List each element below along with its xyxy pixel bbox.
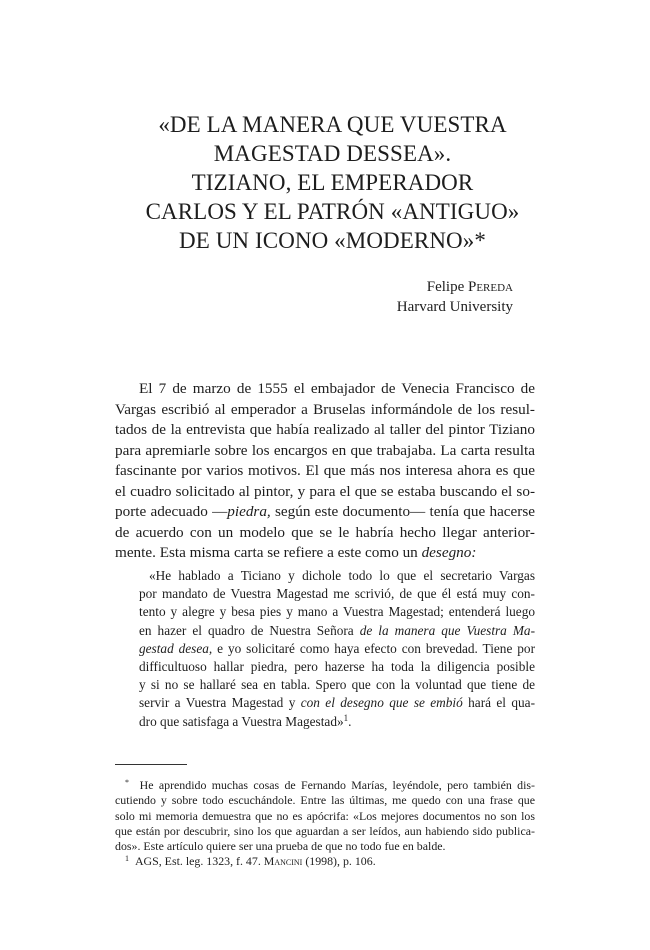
body-italic-span: piedra, bbox=[227, 503, 271, 520]
quote-line bbox=[139, 694, 535, 712]
quote-text-span: . bbox=[348, 713, 352, 729]
body-line bbox=[115, 543, 535, 564]
title-line: TIZIANO, EL EMPERADOR bbox=[191, 170, 474, 195]
quote-italic-span: gestad desea, bbox=[139, 640, 213, 656]
footnote-text: AGS, Est. leg. 1323, f. 47. bbox=[134, 854, 264, 869]
body-line: de acuerdo con un modelo que se le habría hecho llegar anterior- bbox=[115, 523, 535, 541]
footnote-divider bbox=[115, 764, 187, 765]
author-block bbox=[397, 277, 513, 317]
body-line: El 7 de marzo de 1555 el embajador de Venecia Francisco de bbox=[139, 380, 535, 397]
body-line bbox=[115, 502, 535, 523]
quote-text-span: en hazer el quadro de Nuestra Señora bbox=[139, 622, 360, 638]
quote-line: tento y alegre y besa pies y mano a Vuestra Magestad; entenderá luego bbox=[139, 604, 535, 620]
body-line: el cuadro solicitado al pintor, y para el que se estaba buscando el so- bbox=[115, 482, 535, 500]
article-title bbox=[100, 110, 565, 255]
footnote-text: (1998), p. 106. bbox=[302, 854, 376, 869]
body-paragraph bbox=[115, 379, 535, 564]
footnote-line bbox=[115, 778, 535, 793]
quote-text-span: e yo solicitaré como haya efecto con brevedad. Tiene por bbox=[212, 640, 535, 656]
author-last-name: Pereda bbox=[467, 279, 513, 295]
author-affiliation: Harvard University bbox=[396, 299, 513, 315]
body-line: Vargas escribió al emperador a Bruselas informándole de los resul- bbox=[115, 400, 535, 418]
body-line: fascinante por varios motivos. El que más nos interesa ahora es que bbox=[115, 462, 535, 479]
title-line: CARLOS Y EL PATRÓN «ANTIGUO» bbox=[145, 199, 520, 224]
quote-line bbox=[139, 640, 535, 658]
footnote-line: que están por descubrir, sino los que aguardan a ser leídos, aun habiendo sido publica- bbox=[115, 823, 535, 838]
title-line: MAGESTAD DESSEA». bbox=[213, 141, 452, 166]
quote-line: difficultuoso hallar piedra, pero hazerse ha toda la diligencia posible bbox=[139, 659, 535, 675]
quote-line bbox=[139, 622, 535, 640]
footnote-author: Mancini bbox=[263, 854, 303, 869]
quote-line: «He hablado a Ticiano y dichole todo lo que el secretario Vargas bbox=[149, 568, 535, 583]
footnote-mark: 1 bbox=[125, 854, 129, 864]
body-line: tados de la entrevista que había realizado al taller del pintor Tiziano bbox=[115, 421, 535, 438]
footnote-line: solo mi memoria demuestra que no es apócrifa: «Los mejores documentos no son los bbox=[115, 808, 535, 823]
title-line: DE UN ICONO «MODERNO»* bbox=[179, 228, 486, 253]
body-text-span: porte adecuado — bbox=[115, 503, 228, 520]
author-first-name: Felipe bbox=[426, 279, 465, 295]
body-line: para apremiarle sobre los encargos en que trabajaba. La carta resulta bbox=[115, 441, 535, 459]
title-line: «DE LA MANERA QUE VUESTRA bbox=[158, 112, 507, 137]
footnote-line bbox=[115, 854, 535, 869]
footnotes bbox=[115, 778, 535, 870]
author-name bbox=[397, 277, 513, 297]
quote-line bbox=[139, 713, 535, 731]
quote-text-span: servir a Vuestra Magestad y bbox=[139, 695, 301, 711]
quote-text-span: dro que satisfaga a Vuestra Magestad» bbox=[139, 713, 344, 729]
footnote-mark: * bbox=[125, 778, 129, 787]
block-quote bbox=[139, 567, 535, 731]
body-text-span: mente. Esta misma carta se refiere a este como un bbox=[115, 544, 422, 561]
quote-line: por mandato de Vuestra Magestad me scrivió, de que él está muy con- bbox=[139, 586, 535, 602]
footnote-line: dos». Este artículo quiere ser una prueba de que no todo fue en balde. bbox=[115, 839, 446, 854]
quote-italic-span: con el desegno que se embió bbox=[300, 695, 463, 711]
footnote-text: He aprendido muchas cosas de Fernando Marías, leyéndole, pero también dis- bbox=[139, 778, 535, 792]
footnote-line: cutiendo y sobre todo escuchándole. Entre las últimas, me quedo con una frase que bbox=[115, 793, 535, 808]
body-text-span: según este documento— tenía que hacerse bbox=[270, 503, 535, 520]
quote-line: y si no se hallaré sea en tabla. Spero que con la voluntad que tiene de bbox=[139, 677, 535, 693]
body-italic-span: desegno: bbox=[421, 544, 477, 561]
footnote-ref: 1 bbox=[343, 712, 349, 723]
quote-text-span: hará el qua- bbox=[462, 695, 536, 711]
quote-italic-span: de la manera que Vuestra Ma- bbox=[359, 622, 535, 638]
